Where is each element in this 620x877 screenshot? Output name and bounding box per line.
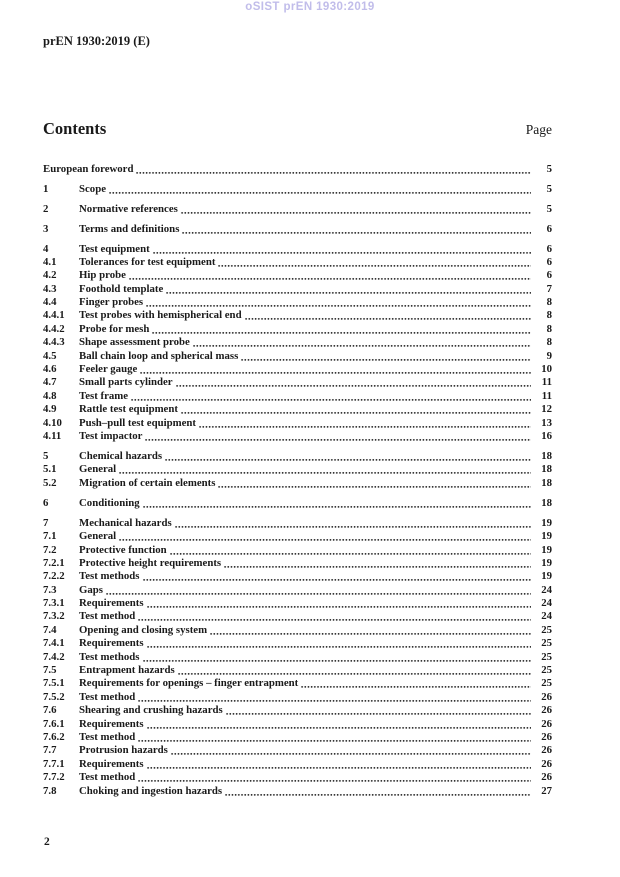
toc-entry-number: 7.5.1	[43, 677, 65, 690]
toc-entry-number: 7.2	[43, 543, 57, 556]
toc-entry-number: 2	[43, 202, 49, 215]
toc-entry-title: Normative references	[79, 202, 178, 215]
toc-entry-page: 19	[541, 543, 552, 556]
toc-entry-title: Entrapment hazards	[79, 664, 175, 677]
toc-dot-leader	[226, 704, 531, 717]
toc-entry-page: 26	[541, 690, 552, 703]
toc-entry-number: 7.2.1	[43, 556, 65, 569]
toc-dot-leader	[193, 336, 531, 349]
toc-entry-title: Requirements for openings – finger entrapment	[79, 677, 299, 690]
table-of-contents	[43, 156, 552, 798]
toc-entry-number: 4.9	[43, 403, 57, 416]
toc-dot-leader	[225, 785, 531, 798]
toc-row	[43, 296, 552, 309]
toc-row	[43, 691, 552, 704]
toc-entry-page: 10	[541, 363, 552, 376]
toc-entry-page: 19	[541, 570, 552, 583]
toc-row	[43, 430, 552, 443]
toc-entry-page: 24	[541, 597, 552, 610]
toc-entry-number: 4.10	[43, 416, 62, 429]
toc-entry-number: 7.6	[43, 704, 57, 717]
toc-dot-leader	[143, 651, 532, 664]
contents-heading: Contents	[43, 119, 107, 138]
toc-dot-leader	[106, 584, 531, 597]
toc-entry-number: 5.2	[43, 476, 57, 489]
toc-entry-title: Probe for mesh	[79, 322, 150, 335]
toc-row	[43, 758, 552, 771]
page-column-label: Page	[525, 122, 552, 137]
toc-entry-title: Requirements	[79, 597, 144, 610]
page-number: 2	[44, 836, 50, 848]
toc-row	[43, 223, 552, 236]
toc-entry-page: 6	[546, 255, 552, 268]
toc-dot-leader	[182, 223, 531, 236]
toc-row	[43, 463, 552, 476]
toc-entry-number: 4.11	[43, 430, 62, 442]
toc-entry-number: 4.2	[43, 269, 57, 282]
toc-row	[43, 203, 552, 216]
toc-entry-page: 26	[541, 730, 552, 743]
toc-dot-leader	[143, 497, 531, 510]
toc-row	[43, 771, 552, 784]
toc-entry-title: Test methods	[79, 570, 140, 583]
toc-entry-title: Shape assessment probe	[79, 336, 190, 349]
toc-row	[43, 376, 552, 389]
toc-entry-number: 6	[43, 496, 49, 509]
toc-entry-title: Choking and ingestion hazards	[79, 784, 223, 797]
toc-entry-number: 4.5	[43, 349, 57, 362]
toc-row	[43, 664, 552, 677]
toc-entry-page: 8	[546, 296, 552, 309]
toc-row	[43, 637, 552, 650]
toc-entry-page: 6	[546, 269, 552, 282]
toc-dot-leader	[199, 417, 531, 430]
toc-entry-title: Ball chain loop and spherical mass	[79, 349, 239, 362]
toc-entry-title: Push–pull test equipment	[79, 416, 196, 429]
toc-entry-title: Shearing and crushing hazards	[79, 704, 223, 717]
toc-entry-title: Migration of certain elements	[79, 476, 216, 489]
toc-entry-page: 25	[541, 677, 552, 690]
toc-row	[43, 256, 552, 269]
toc-dot-leader	[119, 463, 531, 476]
toc-entry-number: 7.3.2	[43, 610, 65, 623]
toc-dot-leader	[129, 269, 531, 282]
toc-dot-leader	[143, 570, 532, 583]
toc-dot-leader	[153, 243, 531, 256]
toc-dot-leader	[170, 544, 531, 557]
toc-dot-leader	[109, 183, 531, 196]
document-reference: prEN 1930:2019 (E)	[43, 34, 150, 48]
toc-entry-page: 16	[541, 430, 552, 442]
toc-entry-number: 7.6.2	[43, 730, 65, 743]
toc-entry-title: Test methods	[79, 650, 140, 663]
toc-entry-title: Requirements	[79, 637, 144, 650]
toc-row	[43, 450, 552, 463]
toc-entry-number: 5.1	[43, 463, 57, 476]
toc-row	[43, 390, 552, 403]
toc-entry-page: 27	[541, 784, 552, 797]
toc-entry-title: Test method	[79, 690, 136, 703]
toc-entry-page: 7	[546, 282, 552, 295]
toc-entry-title: General	[79, 463, 117, 476]
toc-entry-page: 26	[541, 757, 552, 770]
toc-dot-leader	[181, 203, 531, 216]
toc-dot-leader	[147, 637, 531, 650]
toc-entry-title: Gaps	[79, 583, 104, 596]
toc-entry-page: 8	[546, 322, 552, 335]
toc-entry-page: 8	[546, 336, 552, 349]
toc-dot-leader	[147, 758, 531, 771]
toc-entry-title: Terms and definitions	[79, 222, 180, 235]
toc-entry-page: 25	[541, 623, 552, 636]
toc-dot-leader	[181, 403, 531, 416]
toc-entry-number: 4.4.3	[43, 336, 65, 349]
toc-row	[43, 570, 552, 583]
toc-entry-page: 9	[546, 349, 552, 362]
toc-row	[43, 704, 552, 717]
toc-entry-title: Hip probe	[79, 269, 126, 282]
toc-entry-page: 5	[546, 162, 552, 175]
toc-entry-title: Test method	[79, 730, 136, 743]
toc-entry-title: Test method	[79, 771, 136, 784]
toc-dot-leader	[171, 744, 531, 757]
toc-entry-page: 5	[546, 182, 552, 195]
toc-entry-page: 12	[541, 403, 552, 416]
toc-entry-number: 7.1	[43, 530, 57, 543]
toc-row	[43, 283, 552, 296]
toc-dot-leader	[136, 163, 531, 176]
toc-entry-title: Conditioning	[79, 496, 140, 509]
toc-entry-number: 4.8	[43, 389, 57, 402]
toc-entry-title: Test probes with hemispherical end	[79, 309, 242, 322]
toc-row	[43, 584, 552, 597]
toc-row	[43, 544, 552, 557]
toc-row	[43, 243, 552, 256]
toc-dot-leader	[210, 624, 531, 637]
toc-row	[43, 557, 552, 570]
toc-dot-leader	[131, 390, 531, 403]
toc-entry-number: 3	[43, 222, 49, 235]
toc-entry-page: 26	[541, 704, 552, 717]
toc-entry-title: Requirements	[79, 757, 144, 770]
toc-entry-page: 26	[541, 744, 552, 757]
toc-entry-page: 6	[546, 222, 552, 235]
toc-entry-page: 24	[541, 610, 552, 623]
toc-entry-title: Requirements	[79, 717, 144, 730]
toc-dot-leader	[138, 691, 531, 704]
toc-entry-number: 1	[43, 182, 49, 195]
toc-entry-number: 7.7.2	[43, 771, 65, 784]
toc-entry-number: 7.6.1	[43, 717, 65, 730]
toc-entry-number: 5	[43, 449, 49, 462]
toc-row	[43, 323, 552, 336]
toc-row	[43, 363, 552, 376]
toc-entry-title: Protective height requirements	[79, 556, 222, 569]
toc-entry-number: 4	[43, 242, 49, 255]
toc-entry-number: 7.3.1	[43, 597, 65, 610]
toc-entry-page: 24	[541, 583, 552, 596]
toc-row	[43, 417, 552, 430]
toc-entry-number: 7.7	[43, 744, 57, 757]
toc-entry-number: 7.8	[43, 784, 57, 797]
toc-entry-title: Protrusion hazards	[79, 744, 168, 757]
toc-dot-leader	[147, 718, 531, 731]
toc-entry-page: 13	[541, 416, 552, 429]
toc-entry-number: 7.4	[43, 623, 57, 636]
toc-row	[43, 517, 552, 530]
toc-entry-page: 18	[541, 476, 552, 489]
toc-entry-page: 25	[541, 650, 552, 663]
toc-entry-title: Tolerances for test equipment	[79, 255, 216, 268]
toc-entry-page: 25	[541, 664, 552, 677]
toc-dot-leader	[146, 296, 531, 309]
toc-entry-title: Chemical hazards	[79, 449, 163, 462]
toc-entry-title: Feeler gauge	[79, 363, 138, 376]
toc-entry-title: Rattle test equipment	[79, 403, 178, 416]
toc-entry-page: 18	[541, 496, 552, 509]
toc-dot-leader	[241, 350, 531, 363]
toc-dot-leader	[176, 376, 531, 389]
toc-row	[43, 403, 552, 416]
toc-dot-leader	[147, 597, 531, 610]
toc-dot-leader	[165, 450, 531, 463]
toc-entry-title: European foreword	[43, 162, 134, 175]
toc-dot-leader	[301, 677, 531, 690]
toc-row	[43, 744, 552, 757]
toc-entry-title: Test impactor	[79, 430, 143, 442]
toc-entry-title: Test frame	[79, 389, 129, 402]
toc-row	[43, 530, 552, 543]
toc-entry-page: 18	[541, 463, 552, 476]
toc-row	[43, 597, 552, 610]
toc-dot-leader	[140, 363, 531, 376]
toc-entry-number: 4.3	[43, 282, 57, 295]
toc-entry-page: 11	[541, 376, 552, 389]
toc-row	[43, 785, 552, 798]
toc-dot-leader	[138, 771, 531, 784]
toc-entry-title: Small parts cylinder	[79, 376, 173, 389]
toc-entry-page: 19	[541, 556, 552, 569]
toc-entry-page: 26	[541, 771, 552, 784]
toc-row	[43, 477, 552, 490]
toc-entry-page: 19	[541, 530, 552, 543]
toc-dot-leader	[138, 610, 531, 623]
toc-entry-number: 7.7.1	[43, 757, 65, 770]
toc-entry-page: 18	[541, 449, 552, 462]
toc-row	[43, 309, 552, 322]
toc-entry-page: 25	[541, 637, 552, 650]
contents-header	[43, 119, 552, 139]
toc-row	[43, 677, 552, 690]
toc-dot-leader	[138, 731, 531, 744]
toc-dot-leader	[218, 477, 531, 490]
toc-entry-number: 7.4.2	[43, 650, 65, 663]
toc-row	[43, 497, 552, 510]
toc-entry-title: Test method	[79, 610, 136, 623]
toc-dot-leader	[166, 283, 531, 296]
toc-dot-leader	[145, 430, 531, 443]
toc-row	[43, 718, 552, 731]
toc-entry-title: Finger probes	[79, 296, 144, 309]
toc-row	[43, 336, 552, 349]
toc-dot-leader	[175, 517, 531, 530]
toc-entry-number: 4.7	[43, 376, 57, 389]
toc-entry-number: 7.4.1	[43, 637, 65, 650]
toc-entry-number: 7.5	[43, 664, 57, 677]
toc-entry-number: 4.1	[43, 255, 57, 268]
toc-dot-leader	[152, 323, 531, 336]
toc-row	[43, 350, 552, 363]
toc-entry-page: 6	[546, 242, 552, 255]
toc-entry-number: 4.6	[43, 363, 57, 376]
watermark: oSIST prEN 1930:2019	[245, 1, 375, 13]
toc-entry-title: General	[79, 530, 117, 543]
toc-entry-title: Protective function	[79, 543, 167, 556]
toc-entry-page: 26	[541, 717, 552, 730]
toc-entry-number: 4.4	[43, 296, 57, 309]
toc-entry-number: 7.5.2	[43, 690, 65, 703]
toc-row	[43, 731, 552, 744]
toc-row	[43, 269, 552, 282]
toc-entry-page: 11	[541, 389, 552, 402]
toc-entry-title: Opening and closing system	[79, 623, 208, 636]
toc-row	[43, 163, 552, 176]
toc-row	[43, 183, 552, 196]
toc-entry-number: 7.3	[43, 583, 57, 596]
toc-entry-number: 4.4.1	[43, 309, 65, 322]
toc-entry-number: 4.4.2	[43, 322, 65, 335]
toc-dot-leader	[224, 557, 531, 570]
toc-dot-leader	[178, 664, 531, 677]
toc-row	[43, 651, 552, 664]
toc-entry-page: 19	[541, 516, 552, 529]
toc-entry-title: Mechanical hazards	[79, 516, 172, 529]
toc-entry-number: 7.2.2	[43, 570, 65, 583]
toc-dot-leader	[245, 309, 531, 322]
toc-row	[43, 610, 552, 623]
toc-dot-leader	[119, 530, 531, 543]
toc-entry-title: Test equipment	[79, 242, 150, 255]
toc-entry-number: 7	[43, 516, 49, 529]
toc-entry-title: Scope	[79, 182, 106, 195]
toc-row	[43, 624, 552, 637]
toc-entry-title: Foothold template	[79, 282, 164, 295]
toc-entry-page: 5	[546, 202, 552, 215]
toc-entry-page: 8	[546, 309, 552, 322]
toc-dot-leader	[218, 256, 531, 269]
